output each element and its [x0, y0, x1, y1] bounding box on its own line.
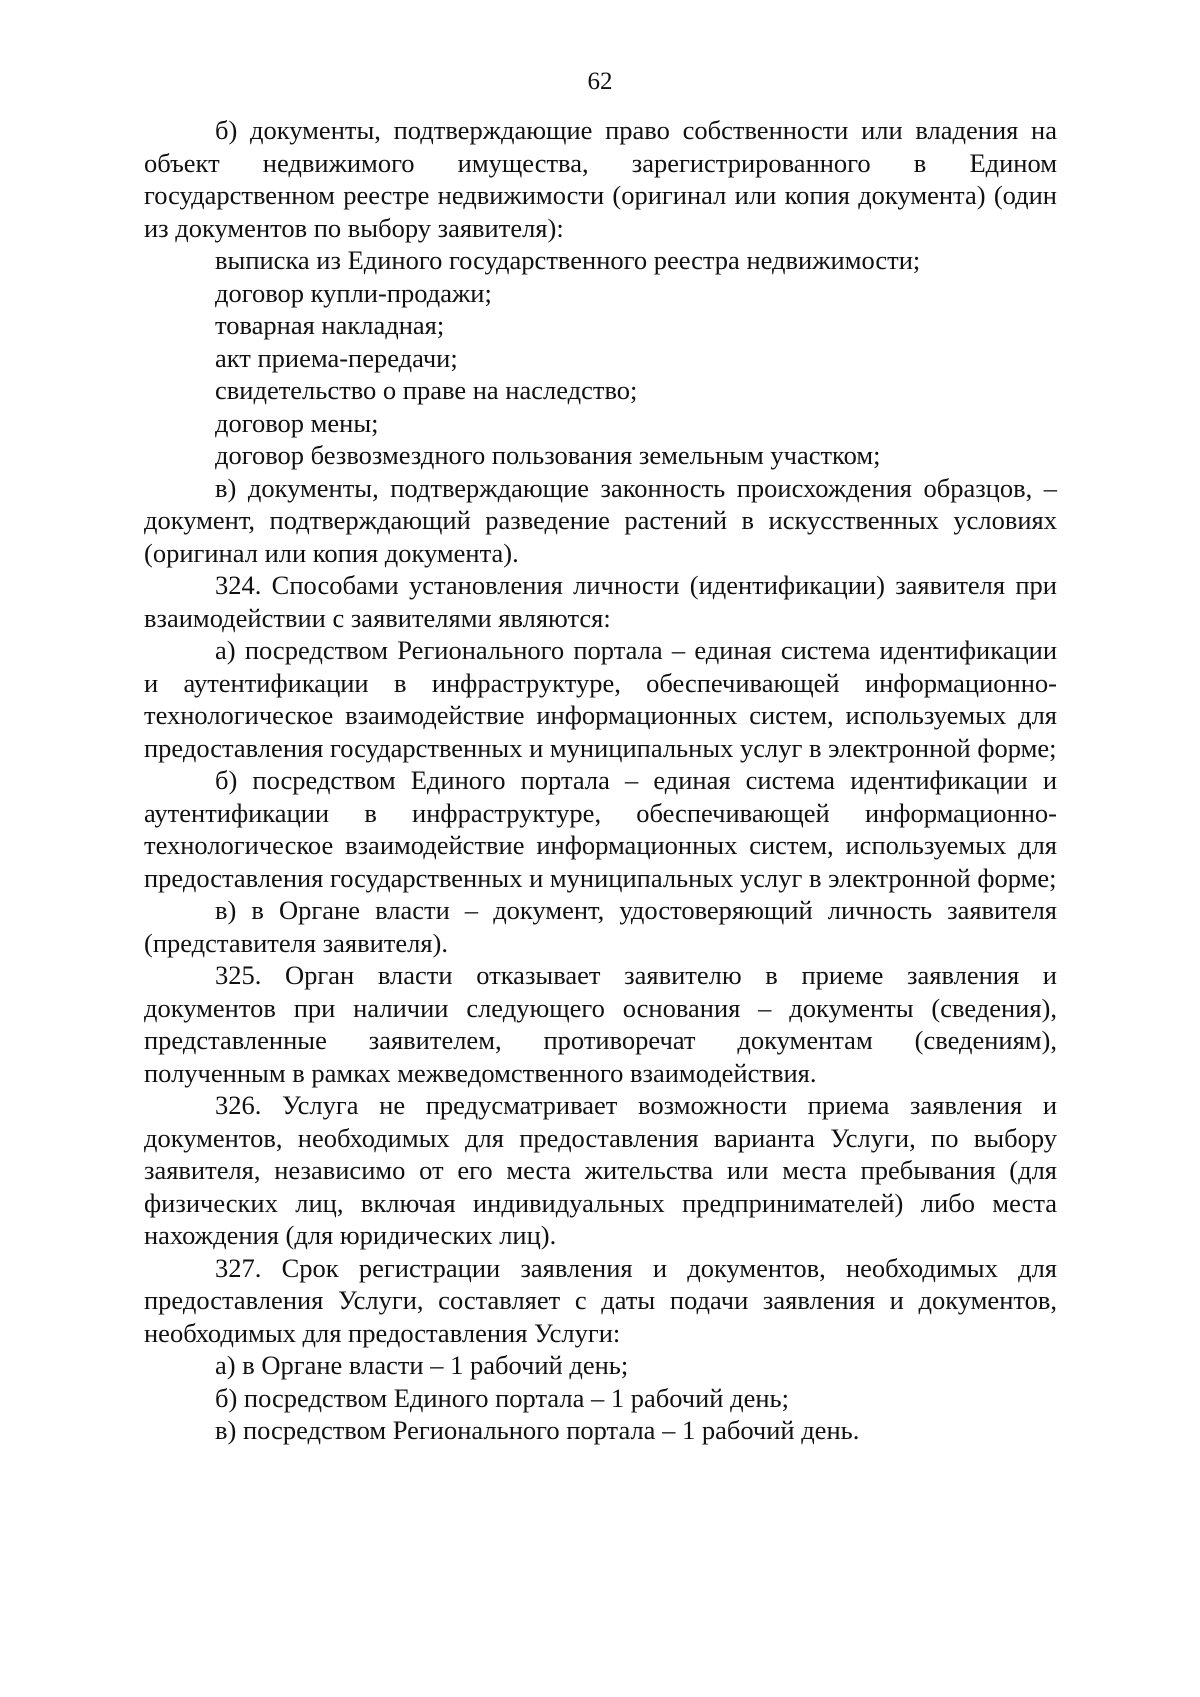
- paragraph-325: 325. Орган власти отказывает заявителю в приеме заявления и документов при наличии следующего основания – документы (сведения), представленные заявителем, противоречат документам (сведениям), полученным в рамках межведомственного взаимодействия.: [144, 960, 1057, 1088]
- list-item: договор мены;: [215, 407, 379, 438]
- paragraph: в) документы, подтверждающие законность происхождения образцов, – документ, подтверждающий разведение растений в искусственных условиях (оригинал или копия документа).: [144, 472, 1057, 568]
- paragraph-327: 327. Срок регистрации заявления и документов, необходимых для предоставления Услуги, составляет с даты подачи заявления и документов, необходимых для предоставления Услуги:: [144, 1252, 1057, 1348]
- list-item: договор безвозмездного пользования земельным участком;: [215, 440, 881, 470]
- paragraph-324: 324. Способами установления личности (идентификации) заявителя при взаимодействии с заявителями являются:: [144, 570, 1057, 633]
- list-item: свидетельство о праве на наследство;: [215, 375, 638, 405]
- list-item: а) в Органе власти – 1 рабочий день;: [215, 1350, 629, 1380]
- paragraph: б) посредством Единого портала – единая система идентификации и аутентификации в инфраструктуре, обеспечивающей информационно-технологическое взаимодействие информационных систем, используемых для предоставления государственных и муниципальных услуг в электронной форме;: [144, 765, 1057, 893]
- list-item: выписка из Единого государственного реестра недвижимости;: [215, 245, 921, 275]
- paragraph: б) документы, подтверждающие право собственности или владения на объект недвижимого имущества, зарегистрированного в Едином государственном реестре недвижимости (оригинал или копия документа) (один из документов по выбору заявителя):: [144, 115, 1057, 243]
- paragraph-326: 326. Услуга не предусматривает возможности приема заявления и документов, необходимых для предоставления варианта Услуги, по выбору заявителя, независимо от его места жительства или места пребывания (для физических лиц, включая индивидуальных предпринимателей) либо места нахождения (для юридических лиц).: [144, 1090, 1057, 1250]
- document-body: [144, 114, 1057, 1447]
- paragraph: в) в Органе власти – документ, удостоверяющий личность заявителя (представителя заявителя).: [144, 895, 1057, 958]
- paragraph: а) посредством Регионального портала – единая система идентификации и аутентификации в инфраструктуре, обеспечивающей информационно-технологическое взаимодействие информационных систем, используемых для предоставления государственных и муниципальных услуг в электронной форме;: [144, 635, 1057, 763]
- page-number: 62: [587, 68, 613, 95]
- list-item: в) посредством Регионального портала – 1 рабочий день.: [215, 1415, 860, 1445]
- list-item: договор купли-продажи;: [215, 277, 492, 308]
- list-item: акт приема-передачи;: [215, 342, 458, 373]
- list-item: товарная накладная;: [215, 310, 445, 340]
- list-item: б) посредством Единого портала – 1 рабочий день;: [215, 1382, 789, 1413]
